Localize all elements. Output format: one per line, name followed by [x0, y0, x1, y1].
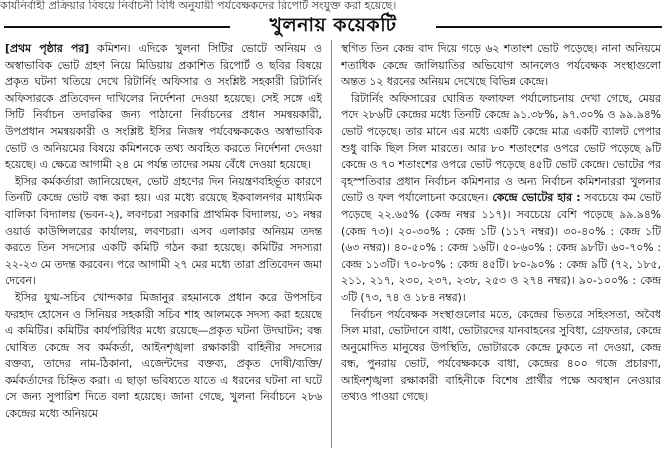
subheading-vote-rate: কেন্দ্রে ভোটের হার :	[488, 191, 581, 205]
paragraph-6: নির্বাচন পর্যবেক্ষক সংস্থাগুলোর মতে, কেন্দ্রের ভিতরে সহিংসতা, অবৈধ সিল মারা, ভোটদানে বাধা, ভোটারদের যানবাহনের সুবিধা, গ্রেফতার, কেন্দ্রে অনুমোদিত মানুষের উপস্থিতি, ভোটারকে কেন্দ্রে ঢুকতে না দেওয়া, কেন্দ্র বন্ধ, পুনরায় ভোট, পর্যবেক্ষককে বাধা, কেন্দ্রের ৪০০ গজে প্রচারণা, আইনশৃঙ্খলা রক্ষাকারী বাহিনীকে বিশেষ প্রার্থীর পক্ষে অবস্থান নেওয়ার তথ্যও পাওয়া গেছে।	[341, 307, 661, 404]
paragraph-1	[5, 41, 322, 174]
article-column-left	[5, 41, 322, 447]
paragraph-3: ইসির যুগ্ম-সচিব খোন্দকার মিজানুর রহমানকে প্রধান করে উপসচিব ফরহাদ হোসেন ও সিনিয়র সহকারী সচিব শাহ আলমকে সদস্য করা হয়েছে এ কমিটির। কমিটির কার্যপরিধির মধ্যে রয়েছে—প্রকৃত ঘটনা উদঘাটন; বন্ধ ঘোষিত কেন্দ্রে সব কর্মকর্তা, আইনশৃঙ্খলা রক্ষাকারী বাহিনীর সদস্যের বক্তব্য, তাদের নাম-ঠিকানা, এজেন্টদের বক্তব্য, প্রকৃত দোষী/ব্যক্তি/কর্মকর্তাদের চিহ্নিত করা। এ ছাড়া ভবিষ্যতে যাতে এ ধরনের ঘটনা না ঘটে সে জন্য সুপারিশ দিতে বলা হয়েছে। জানা গেছে, খুলনা নির্বাচনে ২৮৬ কেন্দ্রের মধ্যে অনিয়মে	[5, 290, 322, 421]
paragraph-1-text: কমিশন। এদিকে খুলনা সিটির ভোটে অনিয়ম ও অস্বাভাবিক ভোট গ্রহণ নিয়ে মিডিয়ায় প্রকাশিত রিপোর্ট ও ছবির বিষয়ে প্রকৃত ঘটনা খতিয়ে দেখে রিটার্নিং অফিসার ও সংশ্লিষ্ট সহকারী রিটার্নিং অফিসারকে প্রতিবেদন দাখিলের নির্দেশনা দেওয়া হয়েছে। সেই সঙ্গে এই সিটি নির্বাচন তদারকির জন্য পাঠানো নির্বাচনের প্রধান সমন্বয়কারী, উপপ্রধান সমন্বয়কারী ও সংশ্লিষ্ট ইসির নিজস্ব পর্যবেক্ষককেও অস্বাভাবিক ভোট ও অনিয়মের বিষয়ে কমিশনকে তথ্য অবহিত করতে নির্দেশনা দেওয়া হয়েছে। এ ক্ষেত্রে আগামী ২৪ মে পর্যন্ত তাদের সময় বেঁধে দেওয়া হয়েছে।	[5, 42, 322, 172]
article-column-right	[341, 41, 661, 447]
paragraph-4: স্থগিত তিন কেন্দ্র বাদ দিয়ে গড়ে ৬২ শতাংশ ভোট পড়েছে। নানা অনিয়মে শতাধিক কেন্দ্রে জালিয়াতির অভিযোগ আনলেও পর্যবেক্ষক সংস্থাগুলো অন্তত ১২ ধরনের অনিয়ম দেখেছে বিভিন্ন কেন্দ্রে।	[341, 42, 661, 89]
cut-off-text-line: কার্যনির্বাহী প্রক্রিয়ার বিষয়ে নির্বাচনী বিধি অনুযায়ী পর্যবেক্ষকদের রিপোর্ট সংযুক্ত করা হয়েছে।	[0, 0, 397, 12]
paragraph-5-text-a: রিটার্নিং অফিসারের ঘোষিত ফলাফল পর্যালোচনায় দেখা গেছে, মেয়র পদে ২৮৬টি কেন্দ্রের মধ্যে তিনটি কেন্দ্রে ৯১.৩৮%, ৯৭.৩০% ও ৯৯.৯৪% ভোট পড়েছে। তার মানে এর মধ্যে একটি কেন্দ্রে মাত্র একটি ব্যালট পেপার শুধু বাকি ছিল সিল মারতে। আর ৮০ শতাংশের ওপরে ভোট পড়েছে ৯টি কেন্দ্রে ও ৭০ শতাংশের ওপরে ভোট পড়েছে ৪৫টি ভোট কেন্দ্রে। ভোটের পর বৃহস্পতিবার প্রধান নির্বাচন কমিশনার ও অন্য নির্বাচন কমিশনাররা খুলনার ভোট ও ফল পর্যালোচনা করেছেন।	[341, 91, 661, 205]
continuation-label: [প্রথম পৃষ্ঠার পর]	[5, 42, 90, 55]
paragraph-5-text-b: সবচেয়ে কম ভোট পড়েছে ২২.৬৫% (কেন্দ্র নম্বর ১১৭)। সবচেয়ে বেশি পড়েছে ৯৯.৯৪% (কেন্দ্র ৭৩)। ২০-৩০% : কেন্দ্র ১টি (১১৭ নম্বর)। ৩০-৪০% : কেন্দ্র ১টি (৬৩ নম্বর)। ৪০-৫০% : কেন্দ্র ১৬টি। ৫০-৬০% : কেন্দ্র ৯৮টি। ৬০-৭০% : কেন্দ্র ১১৩টি। ৭০-৮০% : কেন্দ্র ৪৫টি। ৮০-৯০% : কেন্দ্র ৯টি (৭২, ১৮৫, ২১১, ২১৭, ২৩০, ২৩৭, ২৩৮, ২৫৩ ও ২৭৪ নম্বর)। ৯০-১০০% : কেন্দ্র ৩টি (৭৩, ৭৪ ও ১৮৪ নম্বর)।	[341, 191, 661, 304]
column-divider	[331, 40, 332, 448]
headline-area	[0, 12, 666, 38]
paragraph-5	[341, 91, 661, 307]
headline-rule-left	[4, 26, 230, 28]
article-headline: খুলনায় কয়েকটি	[269, 14, 397, 36]
paragraph-2: ইসির কর্মকর্তারা জানিয়েছেন, ভোট গ্রহণের দিন নিয়ন্ত্রণবহির্ভূত কারণে তিনটি কেন্দ্রে ভোট বন্ধ করা হয়। এর মধ্যে রয়েছে ইকবালনগর মাধ্যমিক বালিকা বিদ্যালয় (ভবন-২), লবণচরা সরকারি প্রাথমিক বিদ্যালয়, ৩১ নম্বর ওয়ার্ড কাউন্সিলরের কার্যালয়, লবণচরা। এসব এলাকার অনিয়ম তদন্ত করতে তিন সদস্যের একটি কমিটি গঠন করা হয়েছে। কমিটির সদস্যরা ২২-২৩ মে তদন্ত করবেন। পরে আগামী ২৭ মের মধ্যে তারা প্রতিবেদন জমা দেবেন।	[5, 174, 322, 288]
headline-rule-right	[436, 26, 662, 28]
